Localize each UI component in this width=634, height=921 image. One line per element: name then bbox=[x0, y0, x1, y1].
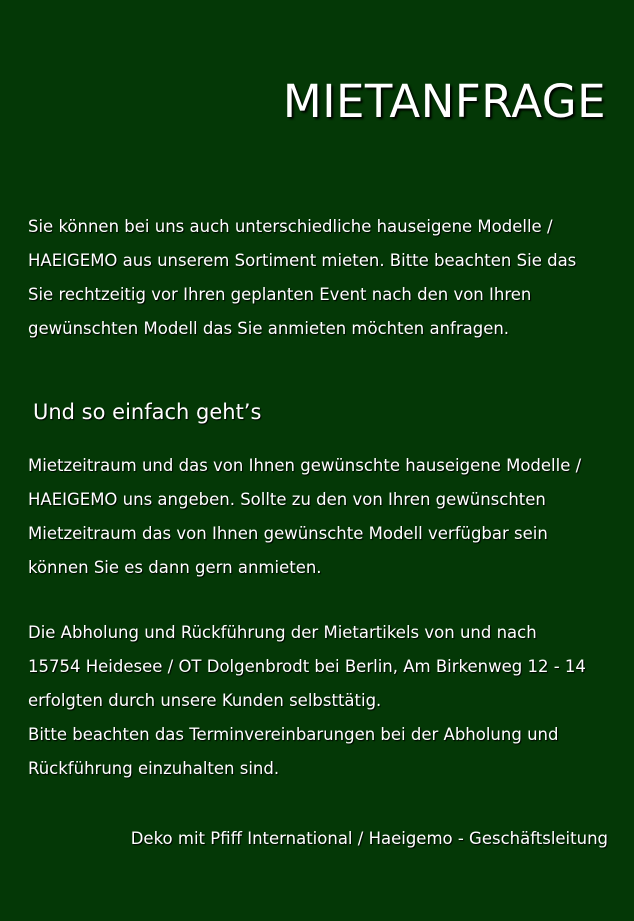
pickup-paragraph bbox=[28, 616, 586, 786]
pickup-line: Rückführung einzuhalten sind. bbox=[28, 759, 280, 778]
how-it-works-heading: Und so einfach geht’s bbox=[33, 400, 262, 424]
steps-line: können Sie es dann gern anmieten. bbox=[28, 558, 322, 577]
steps-line: Mietzeitraum und das von Ihnen gewünschte hauseigene Modelle / bbox=[28, 456, 582, 475]
pickup-line: Die Abholung und Rückführung der Mietartikels von und nach bbox=[28, 623, 537, 642]
steps-paragraph bbox=[28, 449, 581, 585]
steps-line: HAEIGEMO uns angeben. Sollte zu den von Ihren gewünschten bbox=[28, 490, 546, 509]
pickup-line: erfolgten durch unsere Kunden selbsttätig. bbox=[28, 691, 382, 710]
signature-line: Deko mit Pfiff International / Haeigemo - Geschäftsleitung bbox=[130, 829, 608, 848]
intro-line: HAEIGEMO aus unserem Sortiment mieten. Bitte beachten Sie das bbox=[28, 251, 577, 270]
pickup-line: Bitte beachten das Terminvereinbarungen bei der Abholung und bbox=[28, 725, 559, 744]
page-title: MIETANFRAGE bbox=[282, 75, 606, 128]
intro-paragraph bbox=[28, 210, 576, 346]
steps-line: Mietzeitraum das von Ihnen gewünschte Modell verfügbar sein bbox=[28, 524, 548, 543]
pickup-line: 15754 Heidesee / OT Dolgenbrodt bei Berlin, Am Birkenweg 12 - 14 bbox=[28, 657, 586, 676]
intro-line: gewünschten Modell das Sie anmieten möchten anfragen. bbox=[28, 319, 510, 338]
intro-line: Sie können bei uns auch unterschiedliche hauseigene Modelle / bbox=[28, 217, 553, 236]
intro-line: Sie rechtzeitig vor Ihren geplanten Event nach den von Ihren bbox=[28, 285, 532, 304]
